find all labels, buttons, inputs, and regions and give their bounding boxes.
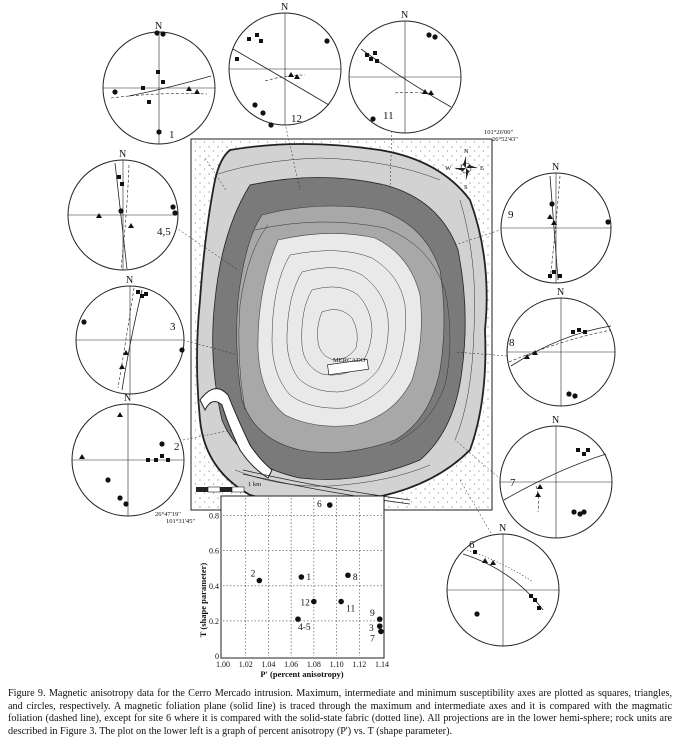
chart-point-label-9: 9 <box>369 609 375 620</box>
stereonet-north: N <box>126 275 134 286</box>
chart-x-label: P' (percent anisotropy) <box>260 669 344 679</box>
stereonet-site-label: 1 <box>169 129 175 141</box>
stereonet-site-label: 6 <box>469 539 475 551</box>
stereonet-north: N <box>124 393 132 404</box>
compass-w: W <box>445 165 452 172</box>
stereonet-north: N <box>499 523 507 534</box>
stereonet-site-6 <box>447 523 559 646</box>
chart-point-label-12: 12 <box>300 598 310 609</box>
chart-point-6 <box>327 502 333 508</box>
scale-label: 1 km <box>248 481 262 488</box>
chart-point-label-11: 11 <box>346 604 356 615</box>
stereonet-site-12 <box>229 2 341 128</box>
stereonet-north: N <box>119 149 127 160</box>
stereonet-north: N <box>401 10 409 21</box>
chart-y-tick-label: 0.6 <box>209 546 219 556</box>
chart-y-label: T (shape parameter) <box>198 562 208 638</box>
chart-point-label-1: 1 <box>306 573 312 583</box>
chart-point-label-8: 8 <box>352 573 358 584</box>
chart-x-tick-label: 1.04 <box>261 660 276 669</box>
stereonet-site-3 <box>76 275 185 394</box>
stereonet-site-11 <box>349 10 461 133</box>
compass-s: S <box>464 184 468 191</box>
compass-n: N <box>464 148 469 155</box>
chart-point-label-2: 2 <box>250 569 256 580</box>
chart-point-label-7: 7 <box>370 634 375 645</box>
chart-point-label-3: 3 <box>368 624 374 635</box>
chart-point-12 <box>311 599 317 605</box>
chart-x-tick-label: 1.02 <box>238 660 253 669</box>
stereonet-site-8 <box>507 287 615 406</box>
chart-point-4-5 <box>295 616 301 622</box>
stereonet-site-2 <box>72 393 184 516</box>
stereonet-north: N <box>281 2 289 13</box>
anisotropy-chart <box>198 496 389 679</box>
stereonet-site-label: 8 <box>509 337 515 349</box>
chart-y-tick-label: 0.4 <box>209 581 219 591</box>
stereonet-site-1 <box>103 21 215 144</box>
compass-e: E <box>480 165 484 172</box>
chart-x-tick-label: 1.10 <box>329 660 344 669</box>
chart-point-8 <box>345 572 351 578</box>
chart-point-2 <box>257 578 263 584</box>
chart-x-tick-label: 1.12 <box>352 660 367 669</box>
geologic-map <box>155 129 518 525</box>
coord-bottom-lat: 26°47'19" <box>155 511 181 518</box>
stereonet-site-4-5 <box>68 149 178 270</box>
stereonet-site-label: 9 <box>508 209 514 221</box>
chart-x-tick-label: 1.14 <box>375 660 389 669</box>
map-place-label: MERCADO <box>333 357 366 364</box>
chart-point-label-6: 6 <box>317 500 322 511</box>
coord-top-lat: 26°52'43" <box>492 136 518 143</box>
coord-top-lon: 101°26'00" <box>484 129 514 136</box>
stereonet-site-7 <box>500 415 612 538</box>
stereonet-north: N <box>552 415 560 426</box>
chart-point-9 <box>377 616 383 622</box>
chart-point-7 <box>378 629 384 635</box>
stereonet-north: N <box>557 287 565 298</box>
chart-point-1 <box>299 574 305 580</box>
stereonet-site-label: 11 <box>383 110 394 122</box>
stereonet-site-label: 3 <box>170 321 176 333</box>
stereonet-site-label: 4,5 <box>157 226 171 238</box>
chart-point-3 <box>377 623 383 629</box>
stereonet-site-label: 7 <box>510 477 516 489</box>
stereonet-site-9 <box>501 162 611 283</box>
stereonet-north: N <box>155 21 163 32</box>
figure-caption: Figure 9. Magnetic anisotropy data for the Cerro Mercado intrusion. Maximum, intermediate and minimum susceptibility axes are plotted as squares, triangles, and circles, respectively. A magnetic foliation plane (solid line) is traced through the maximum and intermediate axes and it is compared with the magmatic foliation (dashed line), except for site 6 where it is compared with the solid-state fabric (dotted line). All projections are in the lower hemi-sphere; rock units are described in Figure 3. The plot on the lower left is a graph of percent anisotropy (P') vs. T (shape parameter). <box>8 688 672 737</box>
coord-bottom-lon: 101°31'45" <box>166 518 196 525</box>
chart-point-11 <box>338 599 344 605</box>
chart-y-tick-label: 0.2 <box>209 616 219 626</box>
chart-x-tick-label: 1.08 <box>306 660 321 669</box>
stereonet-north: N <box>552 162 560 173</box>
chart-x-tick-label: 1.06 <box>284 660 299 669</box>
chart-y-tick-label: 0.8 <box>209 511 219 521</box>
chart-point-label-4-5: 4-5 <box>297 623 311 634</box>
chart-x-tick-label: 1.00 <box>216 660 230 669</box>
chart-y-tick-label: 0 <box>215 652 219 661</box>
stereonet-site-label: 2 <box>174 441 180 453</box>
stereonet-site-label: 12 <box>291 113 302 125</box>
map-core <box>258 233 421 426</box>
